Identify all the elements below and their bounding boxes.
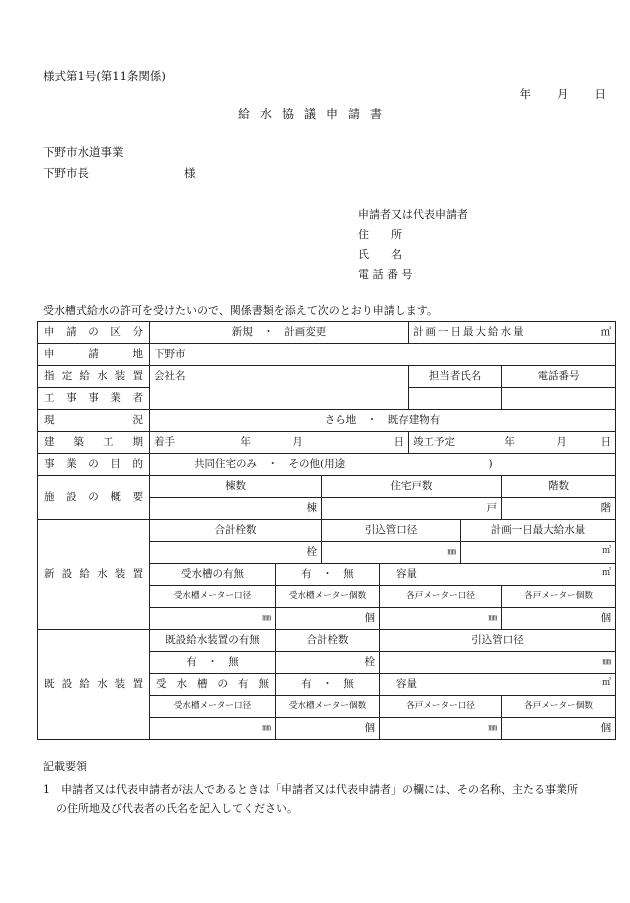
construction-start[interactable] (150, 432, 409, 454)
applicant-address-label: 住 所 (358, 228, 402, 241)
planned-max-supply-unit: ㎥ (600, 326, 612, 339)
table-row (38, 476, 616, 498)
new-tank-meter-count-header: 受水槽メーター個数 (276, 586, 380, 608)
form-number: 様式第1号(第11条関係) (43, 69, 166, 83)
label-site: 申請地 (38, 344, 150, 366)
new-pipe-header: 引込管口径 (322, 520, 461, 542)
old-taps-header: 合計栓数 (276, 630, 380, 652)
applicant-name-label: 氏 名 (358, 248, 402, 261)
note-1 (43, 780, 618, 818)
application-type-options[interactable]: 新規 ・ 計画変更 (150, 322, 409, 344)
old-taps-field[interactable]: 栓 (276, 652, 380, 674)
new-tank-label: 受水槽の有無 (150, 564, 276, 586)
planned-max-supply-label: 計画一日最大給水量 (413, 326, 526, 339)
contact-person-field[interactable] (409, 388, 502, 410)
addressee-name (43, 166, 196, 180)
intro-text: 受水槽式給水の許可を受けたいので、関係書類を添えて次のとおり申請します。 (43, 304, 438, 317)
label-contractor-1: 指定給水装置 (38, 366, 150, 388)
floors-header: 階数 (502, 476, 616, 498)
end-year: 年 (504, 436, 515, 449)
table-row (38, 410, 616, 432)
new-max-supply-header: 計画一日最大給水量 (461, 520, 616, 542)
old-unit-meter-dia-header: 各戸メーター口径 (380, 696, 502, 718)
new-tank-meter-dia-header: 受水槽メーター口径 (150, 586, 276, 608)
new-capacity-field[interactable] (380, 564, 616, 586)
table-row (38, 520, 616, 542)
label-purpose: 事業の目的 (38, 454, 150, 476)
table-row (38, 366, 616, 388)
applicant-phone-label: 電 話 番 号 (358, 268, 413, 281)
old-presence-options[interactable]: 有 ・ 無 (150, 652, 276, 674)
new-capacity-label: 容量 (396, 568, 417, 581)
old-tank-meter-dia-header: 受水槽メーター口径 (150, 696, 276, 718)
phone-header: 電話番号 (502, 366, 616, 388)
site-value[interactable]: 下野市 (150, 344, 616, 366)
contact-person-header: 担当者氏名 (409, 366, 502, 388)
notes-heading: 記載要領 (43, 760, 87, 773)
start-year: 年 (240, 436, 251, 449)
end-day: 日 (600, 436, 612, 449)
new-unit-meter-dia-header: 各戸メーター口径 (380, 586, 502, 608)
buildings-field[interactable]: 棟 (150, 498, 322, 520)
application-table (37, 321, 616, 740)
table-row (38, 432, 616, 454)
start-month: 月 (292, 436, 303, 449)
units-field[interactable]: 戸 (322, 498, 502, 520)
applicant-heading: 申請者又は代表申請者 (358, 208, 468, 221)
addressee-honorific: 様 (184, 166, 196, 180)
phone-field[interactable] (502, 388, 616, 410)
date-year: 年 (519, 87, 531, 101)
table-row (38, 344, 616, 366)
company-name-field[interactable]: 会社名 (150, 366, 409, 410)
note-1-line-2: の住所地及び代表者の氏名を記入してください。 (56, 802, 298, 815)
units-header: 住宅戸数 (322, 476, 502, 498)
end-month: 月 (556, 436, 567, 449)
floors-field[interactable]: 階 (502, 498, 616, 520)
old-tank-options[interactable]: 有 ・ 無 (276, 674, 380, 696)
label-application-type: 申請の区分 (38, 322, 150, 344)
new-max-supply-unit: ㎥ (602, 546, 612, 557)
old-unit-meter-count-field[interactable]: 個 (502, 718, 616, 740)
old-presence-header: 既設給水装置の有無 (150, 630, 276, 652)
end-label: 竣工予定 (413, 436, 456, 449)
label-facility-overview: 施設の概要 (38, 476, 150, 520)
planned-max-supply[interactable] (409, 322, 616, 344)
table-row (38, 454, 616, 476)
start-day: 日 (393, 436, 405, 449)
new-taps-header: 合計栓数 (150, 520, 322, 542)
old-tank-meter-count-field[interactable]: 個 (276, 718, 380, 740)
purpose-text: 共同住宅のみ ・ その他(用途 (194, 458, 346, 471)
new-capacity-unit: ㎥ (602, 568, 612, 579)
old-tank-label: 受水槽の有無 (150, 674, 276, 696)
start-label: 着手 (154, 436, 175, 449)
old-tank-meter-dia-field[interactable]: ㎜ (150, 718, 276, 740)
addressee-org: 下野市水道事業 (43, 145, 124, 159)
date-month: 月 (557, 87, 569, 101)
page-title: 給水協議申請書 (237, 107, 392, 121)
table-row (38, 322, 616, 344)
new-tank-meter-dia-field[interactable]: ㎜ (150, 608, 276, 630)
purpose-options[interactable] (150, 454, 616, 476)
note-1-line-1: 1 申請者又は代表申請者が法人であるときは「申請者又は代表申請者」の欄には、その名称、主たる事業所 (43, 783, 578, 796)
label-construction-period: 建築工期 (38, 432, 150, 454)
old-capacity-unit: ㎥ (602, 678, 612, 689)
date-day: 日 (594, 87, 606, 101)
new-unit-meter-count-header: 各戸メーター個数 (502, 586, 616, 608)
label-contractor-2: 工事事業者 (38, 388, 150, 410)
label-current-status: 現況 (38, 410, 150, 432)
old-capacity-label: 容量 (396, 678, 417, 691)
new-max-supply-field[interactable] (461, 542, 616, 564)
old-tank-meter-count-header: 受水槽メーター個数 (276, 696, 380, 718)
date-line (494, 89, 607, 101)
new-taps-field[interactable]: 栓 (150, 542, 322, 564)
new-unit-meter-dia-field[interactable]: ㎜ (380, 608, 502, 630)
new-unit-meter-count-field[interactable]: 個 (502, 608, 616, 630)
label-existing-supply: 既設給水装置 (38, 630, 150, 740)
purpose-close: ) (488, 458, 493, 471)
old-pipe-header: 引込管口径 (380, 630, 616, 652)
construction-end[interactable] (409, 432, 616, 454)
old-pipe-field[interactable]: ㎜ (380, 652, 616, 674)
table-row (38, 630, 616, 652)
label-new-supply: 新設給水装置 (38, 520, 150, 630)
new-tank-options[interactable]: 有 ・ 無 (276, 564, 380, 586)
old-unit-meter-count-header: 各戸メーター個数 (502, 696, 616, 718)
buildings-header: 棟数 (150, 476, 322, 498)
new-tank-meter-count-field[interactable]: 個 (276, 608, 380, 630)
old-unit-meter-dia-field[interactable]: ㎜ (380, 718, 502, 740)
addressee-mayor: 下野市長 (43, 166, 89, 180)
old-capacity-field[interactable] (380, 674, 616, 696)
current-status-options[interactable]: さら地 ・ 既存建物有 (150, 410, 616, 432)
new-pipe-field[interactable]: ㎜ (322, 542, 461, 564)
